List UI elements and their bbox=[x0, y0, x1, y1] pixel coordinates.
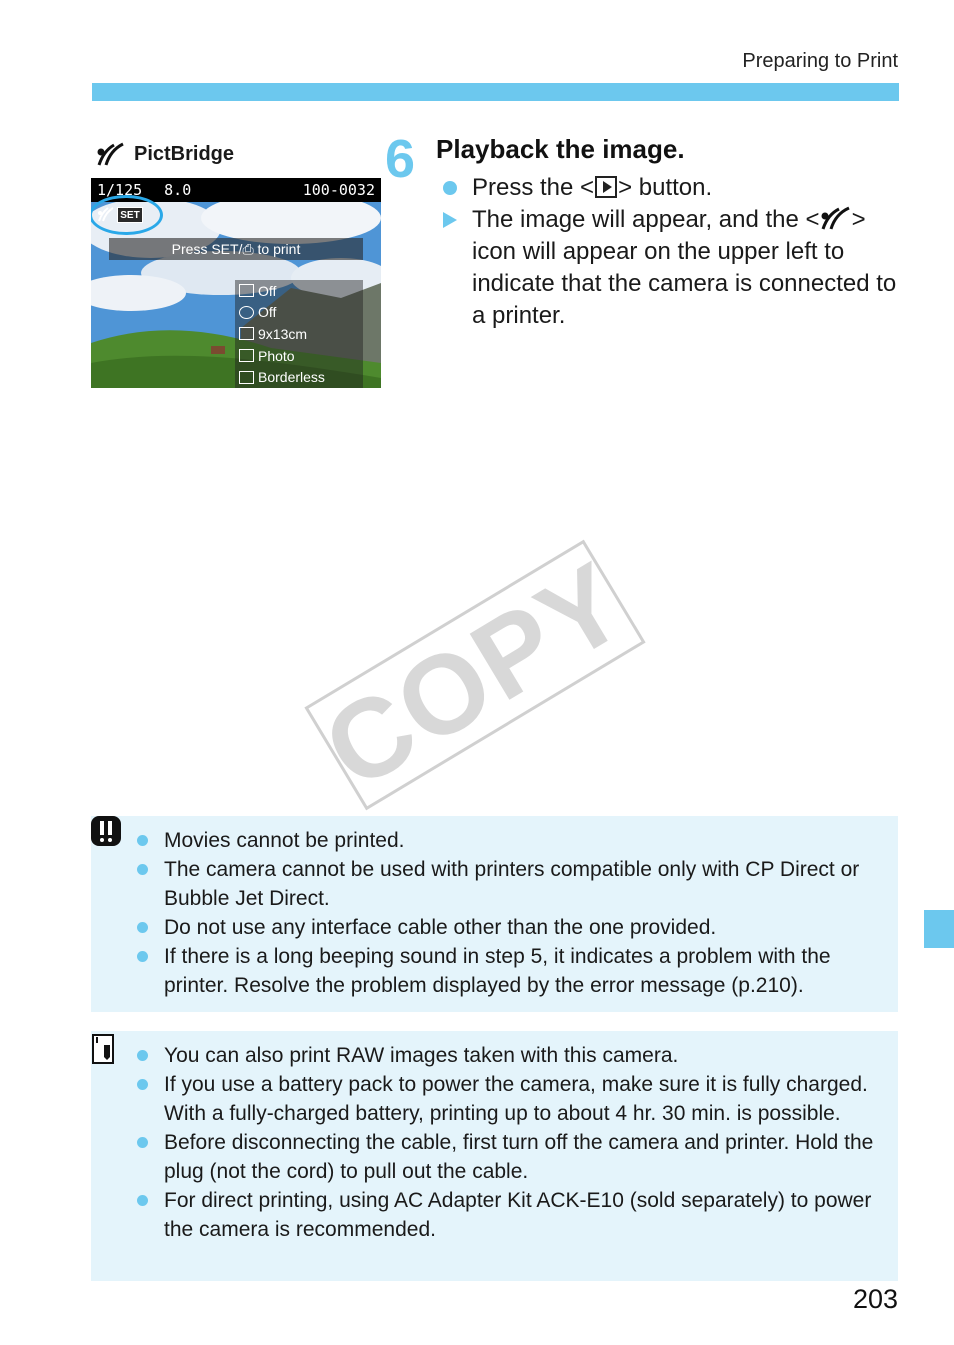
playback-button-icon bbox=[595, 176, 617, 198]
page-number: 203 bbox=[852, 1284, 898, 1314]
effect-icon bbox=[239, 284, 254, 297]
list-item: You can also print RAW images taken with this camera. bbox=[135, 1041, 885, 1070]
shutter-speed: 1/125 bbox=[97, 181, 143, 199]
step-bullet: Press the < > button. bbox=[440, 172, 900, 204]
list-item: The camera cannot be used with printers compatible only with CP Direct or Bubble Jet Direct. bbox=[135, 855, 885, 913]
aperture-value: 8.0 bbox=[164, 181, 192, 199]
list-item: Do not use any interface cable other than the one provided. bbox=[135, 913, 885, 942]
paper-size-icon bbox=[239, 327, 254, 340]
caution-list bbox=[135, 826, 885, 1000]
lcd-menu-item: Off bbox=[235, 302, 363, 324]
list-item: Before disconnecting the cable, first turn off the camera and printer. Hold the plug (not the cord) to pull out the cable. bbox=[135, 1128, 885, 1186]
bullet-circle-icon bbox=[443, 181, 457, 195]
pictbridge-icon bbox=[96, 140, 126, 168]
lcd-print-settings bbox=[235, 280, 363, 388]
file-number: 100-0032 bbox=[302, 181, 375, 199]
step-instructions bbox=[440, 172, 900, 332]
copy-watermark: COPY bbox=[303, 537, 647, 813]
lcd-menu-item: Off bbox=[235, 280, 363, 302]
date-icon bbox=[239, 306, 254, 319]
lcd-menu-item: 9x13cm bbox=[235, 323, 363, 345]
section-label bbox=[96, 140, 234, 168]
list-item: For direct printing, using AC Adapter Kit ACK-E10 (sold separately) to power the camera is recommended. bbox=[135, 1186, 885, 1244]
step-result: The image will appear, and the < > icon will appear on the upper left to indicate that the camera is connected to a printer. bbox=[440, 204, 900, 332]
caution-box bbox=[91, 816, 898, 1012]
lcd-print-banner: Press SET/⎙ to print bbox=[109, 238, 363, 260]
notes-list bbox=[135, 1041, 885, 1244]
camera-lcd-screen bbox=[91, 178, 381, 388]
memo-icon bbox=[91, 1031, 119, 1065]
layout-icon bbox=[239, 371, 254, 384]
lcd-set-icon: SET bbox=[117, 207, 143, 223]
section-label-text: PictBridge bbox=[134, 142, 235, 165]
step-title: Playback the image. bbox=[436, 134, 685, 164]
list-item: Movies cannot be printed. bbox=[135, 826, 885, 855]
paper-type-icon bbox=[239, 349, 254, 362]
list-item: If there is a long beeping sound in step 5, it indicates a problem with the printer. Resolve the problem displayed by the error message (p.210). bbox=[135, 942, 885, 1000]
step-number: 6 bbox=[385, 129, 414, 189]
chapter-tab bbox=[924, 910, 954, 948]
notes-box bbox=[91, 1031, 898, 1281]
lcd-menu-item: Borderless bbox=[235, 366, 363, 388]
pictbridge-icon bbox=[820, 205, 852, 231]
caution-icon bbox=[91, 816, 121, 846]
header-bar bbox=[92, 83, 899, 101]
arrow-bullet-icon bbox=[443, 212, 457, 228]
list-item: If you use a battery pack to power the camera, make sure it is fully charged. With a fully-charged battery, printing up to about 4 hr. 30 min. is possible. bbox=[135, 1070, 885, 1128]
highlight-circle bbox=[91, 195, 163, 235]
lcd-menu-item: Photo bbox=[235, 345, 363, 367]
running-header: Preparing to Print bbox=[742, 50, 898, 72]
